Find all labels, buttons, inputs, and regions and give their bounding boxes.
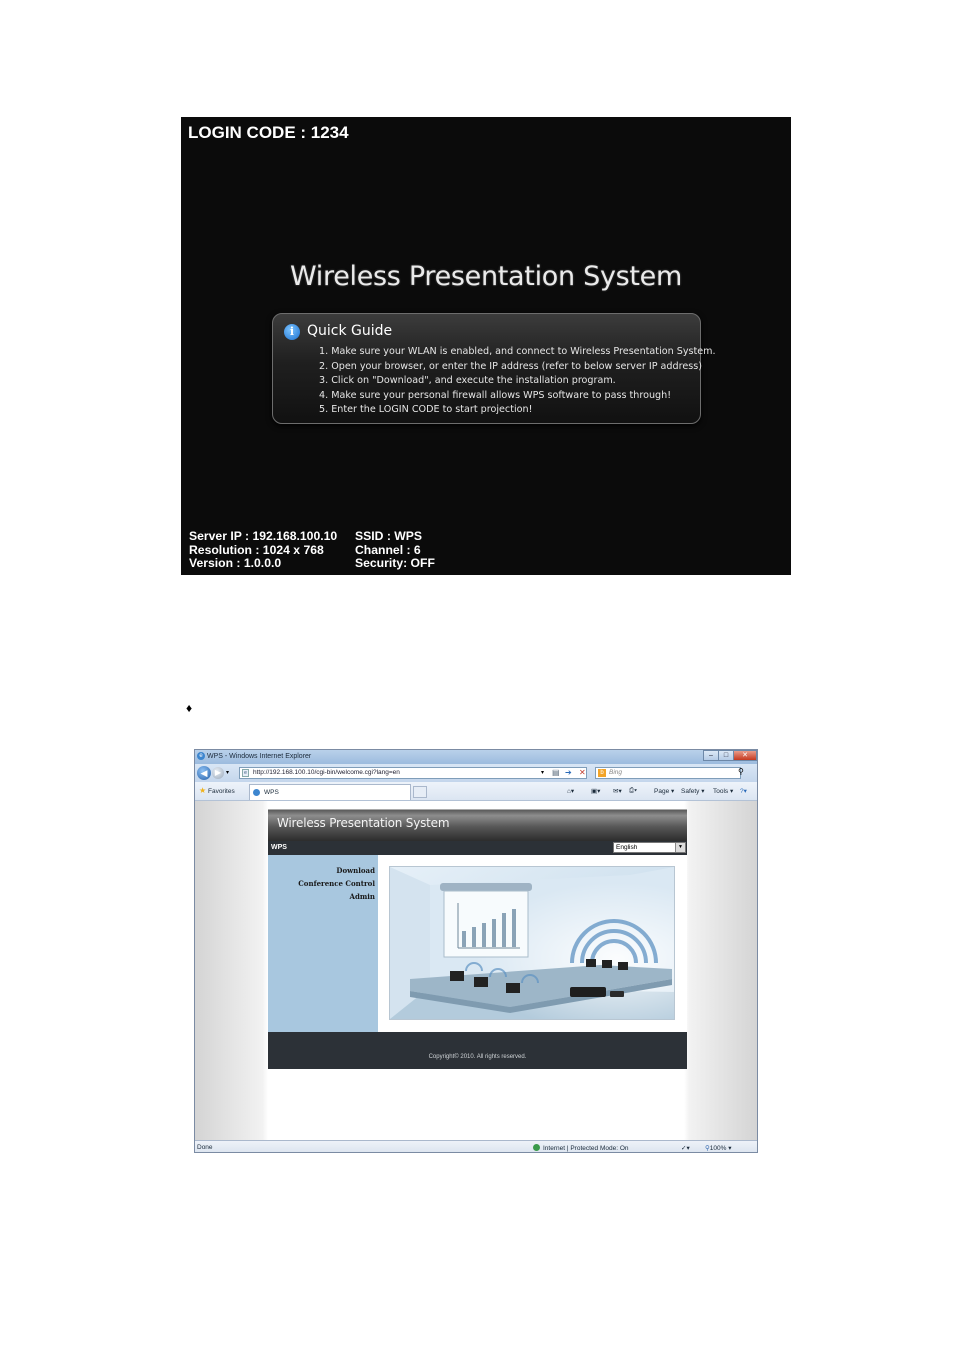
security: Security: OFF: [355, 556, 435, 570]
channel: Channel : 6: [355, 542, 421, 557]
nav-admin[interactable]: Admin: [349, 892, 375, 901]
nav-conference-control[interactable]: Conference Control: [298, 879, 375, 888]
tab-wps[interactable]: [249, 784, 411, 800]
url-text: http://192.168.100.10/cgi-bin/welcome.cgi?lang=en: [253, 769, 400, 776]
globe-icon: [533, 1144, 540, 1151]
page-footer: [268, 1032, 687, 1069]
search-icon[interactable]: ⚲: [738, 767, 744, 776]
bullet-point: ♦: [186, 701, 193, 715]
main-area: [378, 855, 687, 1032]
section-bar: [268, 841, 687, 855]
screen-title: Wireless Presentation System: [290, 261, 682, 292]
tab-title: WPS: [264, 789, 279, 796]
tools-menu-label: Tools: [713, 788, 729, 795]
zoom-icon: ⚲: [705, 1145, 710, 1152]
favorites-bar: [195, 782, 757, 801]
new-tab-button[interactable]: [413, 786, 427, 798]
nav-download[interactable]: Download: [336, 866, 375, 875]
history-dropdown-icon[interactable]: ▾: [226, 770, 230, 776]
favorites-button[interactable]: [199, 786, 235, 795]
browser-content: [195, 801, 757, 1140]
server-ip: Server IP : 192.168.100.10: [189, 529, 338, 543]
ie-icon: [253, 789, 260, 796]
window-title: WPS - Windows Internet Explorer: [207, 753, 312, 760]
status-bar: [195, 1140, 757, 1153]
page-icon: e: [242, 769, 249, 777]
go-icon[interactable]: ➔: [565, 768, 572, 777]
stop-icon[interactable]: ✕: [579, 768, 586, 777]
zone-text: Internet | Protected Mode: On: [543, 1145, 629, 1152]
compatibility-icon[interactable]: ▤: [552, 768, 560, 777]
quick-guide-panel: [272, 313, 716, 424]
quick-guide-step: 4. Make sure your personal firewall allows WPS software to pass through!: [319, 389, 672, 401]
print-icon[interactable]: ⎙▾: [629, 787, 637, 794]
search-input[interactable]: [595, 767, 741, 779]
url-input[interactable]: [239, 767, 587, 779]
section-label: WPS: [271, 844, 287, 851]
quick-guide-step: 2. Open your browser, or enter the IP address (refer to below server IP address): [319, 360, 702, 372]
resolution: Resolution : 1024 x 768: [189, 542, 324, 557]
feeds-icon[interactable]: ▣▾: [591, 788, 601, 795]
info-icon: i: [284, 324, 300, 340]
tools-menu[interactable]: Tools ▾: [713, 788, 734, 795]
wps-webpage: [268, 801, 687, 1069]
server-info-right: [355, 530, 435, 571]
language-value: English: [616, 844, 638, 851]
login-code: LOGIN CODE : 1234: [188, 123, 349, 142]
minimize-button[interactable]: –: [703, 750, 719, 761]
safety-menu[interactable]: Safety ▾: [681, 788, 705, 795]
bing-icon: b: [598, 769, 606, 777]
conference-room-illustration: [389, 866, 675, 1020]
quick-guide-step: 1. Make sure your WLAN is enabled, and connect to Wireless Presentation System.: [319, 346, 716, 357]
back-button[interactable]: ◀: [197, 766, 211, 780]
security-zone: [533, 1144, 629, 1152]
copyright: Copyright© 2010. All rights reserved.: [428, 1054, 527, 1060]
projector-screen: [181, 117, 791, 575]
chevron-down-icon: ▼: [675, 843, 685, 852]
zoom-level: 100%: [709, 1145, 727, 1152]
favorites-label: Favorites: [207, 788, 235, 795]
server-info-left: [189, 530, 337, 571]
version: Version : 1.0.0.0: [189, 556, 282, 570]
star-icon: ★: [199, 786, 207, 795]
maximize-button[interactable]: □: [718, 750, 734, 761]
page-menu[interactable]: Page ▾: [654, 788, 675, 795]
browser-window: [194, 749, 758, 1153]
home-icon[interactable]: ⌂▾: [567, 788, 575, 795]
search-placeholder: Bing: [609, 769, 623, 776]
window-titlebar: [195, 750, 757, 764]
left-nav: [268, 855, 378, 1032]
zoom-control[interactable]: ⚲100% ▾: [705, 1145, 732, 1152]
page-menu-label: Page: [654, 788, 670, 795]
ssid: SSID : WPS: [355, 529, 423, 543]
quick-guide-steps: [319, 345, 716, 418]
status-text: Done: [197, 1144, 213, 1151]
quick-guide-step: 3. Click on "Download", and execute the installation program.: [319, 375, 616, 386]
address-bar: [195, 764, 757, 782]
banner-title: Wireless Presentation System: [277, 816, 450, 830]
language-select[interactable]: [613, 842, 686, 853]
protected-mode-icon[interactable]: ✓▾: [681, 1145, 690, 1152]
url-dropdown-icon[interactable]: ▾: [541, 770, 545, 776]
page-banner: [268, 809, 687, 841]
close-button[interactable]: ✕: [733, 750, 757, 761]
quick-guide-step: 5. Enter the LOGIN CODE to start projection!: [319, 404, 533, 415]
quick-guide-title: Quick Guide: [307, 323, 393, 339]
safety-menu-label: Safety: [681, 788, 700, 795]
mail-icon[interactable]: ✉▾: [613, 788, 622, 795]
ie-icon: e: [197, 752, 205, 760]
help-icon[interactable]: ?▾: [740, 788, 747, 795]
forward-button[interactable]: ▶: [212, 767, 224, 779]
